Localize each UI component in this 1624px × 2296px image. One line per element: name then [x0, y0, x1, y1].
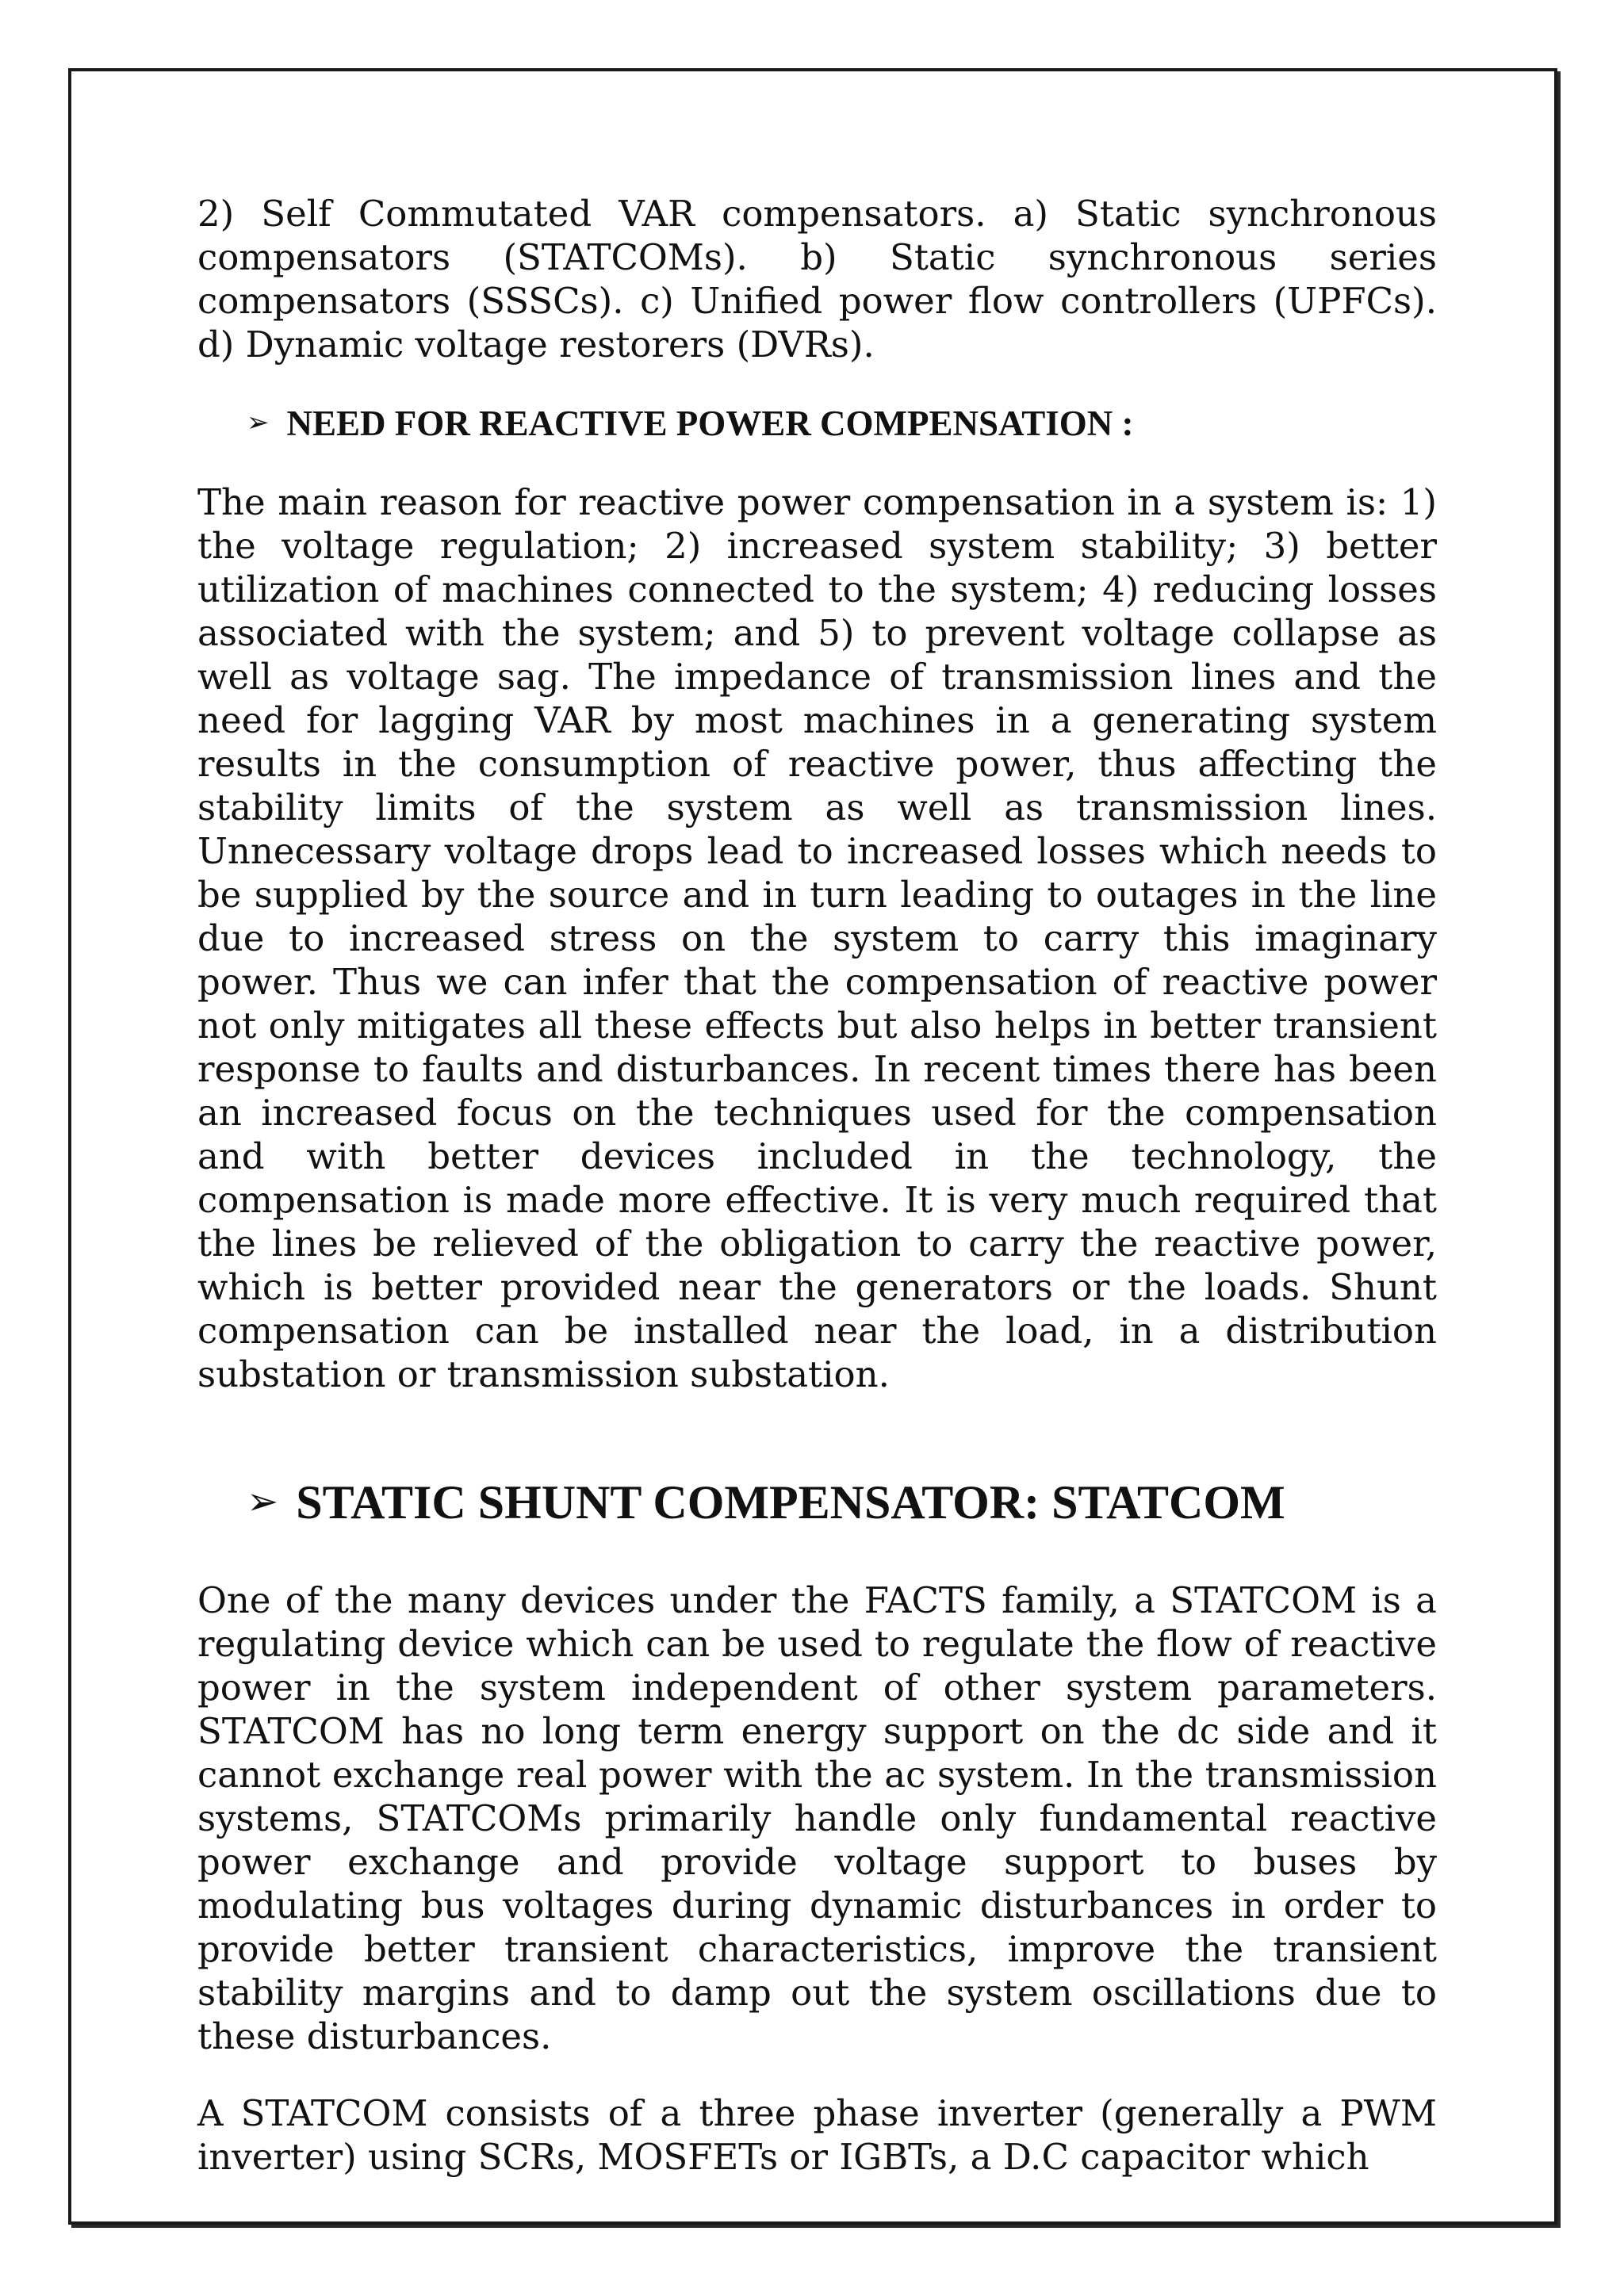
document-body	[197, 192, 1437, 2179]
arrow-bullet-icon: ➢	[247, 408, 270, 438]
heading-need-for-compensation	[197, 400, 1437, 447]
paragraph-compensator-types: 2) Self Commutated VAR compensators. a) Static synchronous compensators (STATCOMs). b) Static synchronous series compensators (SSSCs). c) Unified power flow controllers (UPFCs). d) Dynamic voltage restorers (DVRs).	[197, 193, 1437, 365]
heading-statcom	[197, 1474, 1437, 1531]
paragraph-statcom-overview: One of the many devices under the FACTS family, a STATCOM is a regulating device which can be used to regulate the flow of reactive power in the system independent of other system parameters. STATCOM has no long term energy support on the dc side and it cannot exchange real power with the ac system. In the transmission systems, STATCOMs primarily handle only fundamental reactive power exchange and provide voltage support to buses by modulating bus voltages during dynamic disturbances in order to provide better transient characteristics, improve the transient stability margins and to damp out the system oscillations due to these disturbances.	[197, 1579, 1437, 2057]
arrow-bullet-icon: ➢	[247, 1481, 279, 1523]
heading-text: STATIC SHUNT COMPENSATOR: STATCOM	[296, 1476, 1285, 1529]
paragraph-statcom-construction: A STATCOM consists of a three phase inverter (generally a PWM inverter) using SCRs, MOSFETs or IGBTs, a D.C capacitor which	[197, 2092, 1437, 2178]
paragraph-compensation-reasons: The main reason for reactive power compensation in a system is: 1) the voltage regulation; 2) increased system stability; 3) better utilization of machines connected to the system; 4) reducing losses associated with the system; and 5) to prevent voltage collapse as well as voltage sag. The impedance of transmission lines and the need for lagging VAR by most machines in a generating system results in the consumption of reactive power, thus affecting the stability limits of the system as well as transmission lines. Unnecessary voltage drops lead to increased losses which needs to be supplied by the source and in turn leading to outages in the line due to increased stress on the system to carry this imaginary power. Thus we can infer that the compensation of reactive power not only mitigates all these effects but also helps in better transient response to faults and disturbances. In recent times there has been an increased focus on the techniques used for the compensation and with better devices included in the technology, the compensation is made more effective. It is very much required that the lines be relieved of the obligation to carry the reactive power, which is better provided near the generators or the loads. Shunt compensation can be installed near the load, in a distribution substation or transmission substation.	[197, 481, 1437, 1395]
heading-text: NEED FOR REACTIVE POWER COMPENSATION :	[286, 404, 1134, 443]
